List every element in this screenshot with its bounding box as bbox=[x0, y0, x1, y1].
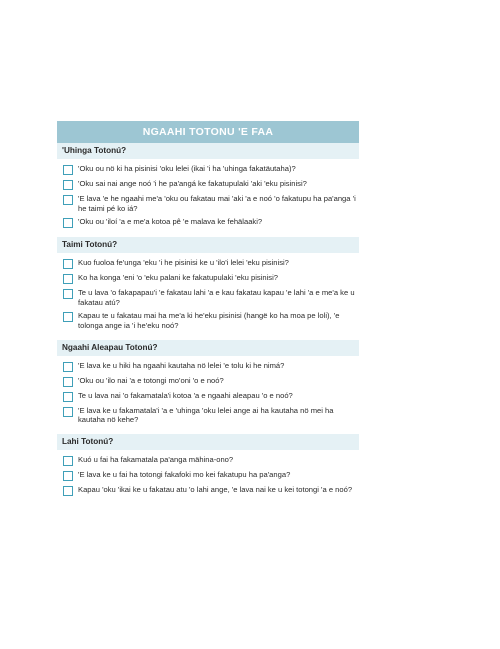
checklist-item bbox=[63, 470, 359, 481]
checklist-item bbox=[63, 376, 359, 387]
item-text: 'E lava ke u fai ha totongi fakafoki mo kei fakatupu ha pa'anga? bbox=[78, 469, 291, 479]
item-text: Te u lava 'o fakapapau'i 'e fakatau lahi 'a e kau fakatau kapau 'e lahi 'a e me'a ke u fakatau atú? bbox=[78, 288, 355, 307]
checkbox[interactable] bbox=[63, 486, 73, 496]
item-text: 'E lava ke u fakamatala'i 'a e 'uhinga 'oku lelei ange ai ha kautaha nö mei ha kautaha nö kehe? bbox=[78, 405, 334, 425]
checklist-item bbox=[63, 485, 359, 496]
item-text: 'E lava ke u hiki ha ngaahi kautaha nö lelei 'e tolu ki he nimá? bbox=[78, 360, 285, 370]
checkbox[interactable] bbox=[63, 180, 73, 190]
checkbox[interactable] bbox=[63, 471, 73, 481]
checkbox[interactable] bbox=[63, 274, 73, 284]
checklist-item bbox=[63, 164, 359, 175]
section-heading: Lahi Totonú? bbox=[57, 434, 359, 450]
checkbox[interactable] bbox=[63, 312, 73, 322]
item-text: Kuó u fai ha fakamatala pa'anga mähina-ono? bbox=[78, 454, 234, 464]
checklist-panel bbox=[57, 121, 359, 501]
checkbox[interactable] bbox=[63, 195, 73, 205]
checklist-item bbox=[63, 391, 359, 402]
section-heading: Taimi Totonú? bbox=[57, 237, 359, 253]
checklist-item bbox=[63, 455, 359, 466]
checkbox[interactable] bbox=[63, 218, 73, 228]
checkbox[interactable] bbox=[63, 407, 73, 417]
item-text: 'Oku ou nö ki ha pisinisi 'oku lelei (ikai 'i ha 'uhinga fakatäutaha)? bbox=[78, 164, 296, 173]
item-text: Kapau 'oku 'ikai ke u fakatau atu 'o lahi ange, 'e lava nai ke u kei totongi 'a e noó? bbox=[78, 484, 353, 494]
checkbox[interactable] bbox=[63, 165, 73, 175]
checklist-item bbox=[63, 194, 359, 213]
section-method bbox=[57, 143, 359, 233]
checkbox[interactable] bbox=[63, 362, 73, 372]
checklist-item bbox=[63, 311, 359, 330]
item-text: 'Oku sai nai ange noó 'i he pa'angá ke fakatupulaki 'aki 'eku pisinisi? bbox=[78, 179, 307, 188]
checklist-item bbox=[63, 258, 359, 269]
item-text: Ko ha konga 'eni 'o 'eku palani ke fakatupulaki 'eku pisinisi? bbox=[78, 273, 278, 283]
item-text: Kuo fuoloa fe'unga 'eku 'i he pisinisi ke u 'ilo'i lelei 'eku pisinisi? bbox=[78, 258, 289, 268]
item-text: Te u lava nai 'o fakamatala'i kotoa 'a e ngaahi aleapau 'o e noó? bbox=[78, 390, 293, 400]
checklist-item bbox=[63, 217, 359, 228]
checklist-title: NGAAHI TOTONU 'E FAA bbox=[57, 121, 359, 143]
checklist-item bbox=[63, 179, 359, 190]
checkbox[interactable] bbox=[63, 289, 73, 299]
section-amount bbox=[57, 434, 359, 501]
checkbox[interactable] bbox=[63, 377, 73, 387]
section-heading: 'Uhinga Totonú? bbox=[57, 143, 359, 159]
checkbox[interactable] bbox=[63, 392, 73, 402]
section-terms bbox=[57, 340, 359, 430]
checkbox[interactable] bbox=[63, 259, 73, 269]
checkbox[interactable] bbox=[63, 456, 73, 466]
checklist-item bbox=[63, 273, 359, 284]
item-text: 'Oku ou 'ilo nai 'a e totongi mo'oni 'o e noó? bbox=[78, 375, 224, 385]
item-text: 'Oku ou 'iloí 'a e me'a kotoa pê 'e malava ke fehälaaki? bbox=[78, 217, 263, 227]
section-heading: Ngaahi Aleapau Totonú? bbox=[57, 340, 359, 356]
item-text: 'E lava 'e he ngaahi me'a 'oku ou fakatau mai 'aki 'a e noó 'o fakatupu ha pa'anga 'i he taimi pé ko iá? bbox=[78, 194, 356, 213]
item-text: Kapau te u fakatau mai ha me'a ki he'eku pisinisi (hangë ko ha moa pe loli), 'e tolonga ange ia 'i he'eku noó? bbox=[78, 311, 340, 330]
checklist-item bbox=[63, 361, 359, 372]
section-time bbox=[57, 237, 359, 335]
checklist-item bbox=[63, 288, 359, 307]
checklist-item bbox=[63, 406, 359, 425]
